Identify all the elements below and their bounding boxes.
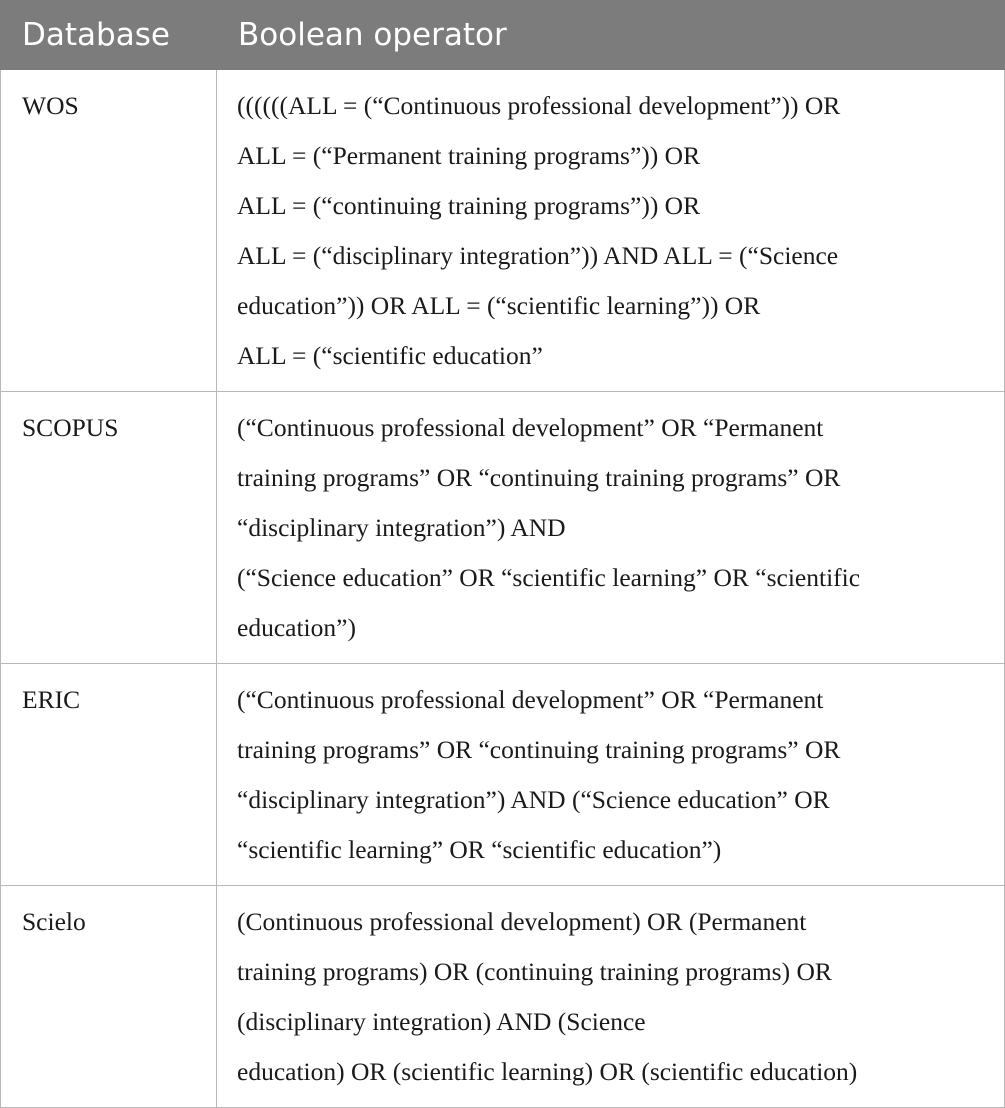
query-line: “scientific learning” OR “scientific education”) bbox=[237, 835, 722, 864]
query-line: training programs” OR “continuing training programs” OR bbox=[237, 463, 841, 492]
query-line: ALL = (“scientific education” bbox=[237, 341, 543, 370]
query-line: education”) bbox=[237, 613, 356, 642]
query-line: ALL = (“Permanent training programs”)) OR bbox=[237, 141, 701, 170]
database-column-header: Database bbox=[1, 0, 217, 70]
table-row bbox=[1, 70, 1005, 392]
table-header-row bbox=[1, 0, 1005, 70]
database-name: SCOPUS bbox=[1, 392, 217, 664]
database-name: WOS bbox=[1, 70, 217, 392]
query-line: (Continuous professional development) OR (Permanent bbox=[237, 907, 807, 936]
boolean-query bbox=[217, 392, 1005, 664]
query-line: ALL = (“continuing training programs”)) OR bbox=[237, 191, 701, 220]
query-line: (“Science education” OR “scientific learning” OR “scientific bbox=[237, 563, 861, 592]
query-line: (disciplinary integration) AND (Science bbox=[237, 1007, 646, 1036]
table-row bbox=[1, 392, 1005, 664]
boolean-query bbox=[217, 886, 1005, 1108]
boolean-query bbox=[217, 70, 1005, 392]
query-line: “disciplinary integration”) AND bbox=[237, 513, 566, 542]
boolean-operator-column-header: Boolean operator bbox=[217, 0, 1005, 70]
boolean-query bbox=[217, 664, 1005, 886]
query-line: training programs) OR (continuing training programs) OR bbox=[237, 957, 832, 986]
query-line: education) OR (scientific learning) OR (scientific education) bbox=[237, 1057, 858, 1086]
query-line: training programs” OR “continuing training programs” OR bbox=[237, 735, 841, 764]
query-line: education”)) OR ALL = (“scientific learning”)) OR bbox=[237, 291, 761, 320]
table-row bbox=[1, 886, 1005, 1108]
query-line: ((((((ALL = (“Continuous professional development”)) OR bbox=[237, 91, 841, 120]
database-name: Scielo bbox=[1, 886, 217, 1108]
query-line: (“Continuous professional development” OR “Permanent bbox=[237, 413, 824, 442]
query-line: “disciplinary integration”) AND (“Science education” OR bbox=[237, 785, 830, 814]
query-line: ALL = (“disciplinary integration”)) AND ALL = (“Science bbox=[237, 241, 839, 270]
database-name: ERIC bbox=[1, 664, 217, 886]
table-row bbox=[1, 664, 1005, 886]
query-line: (“Continuous professional development” OR “Permanent bbox=[237, 685, 824, 714]
